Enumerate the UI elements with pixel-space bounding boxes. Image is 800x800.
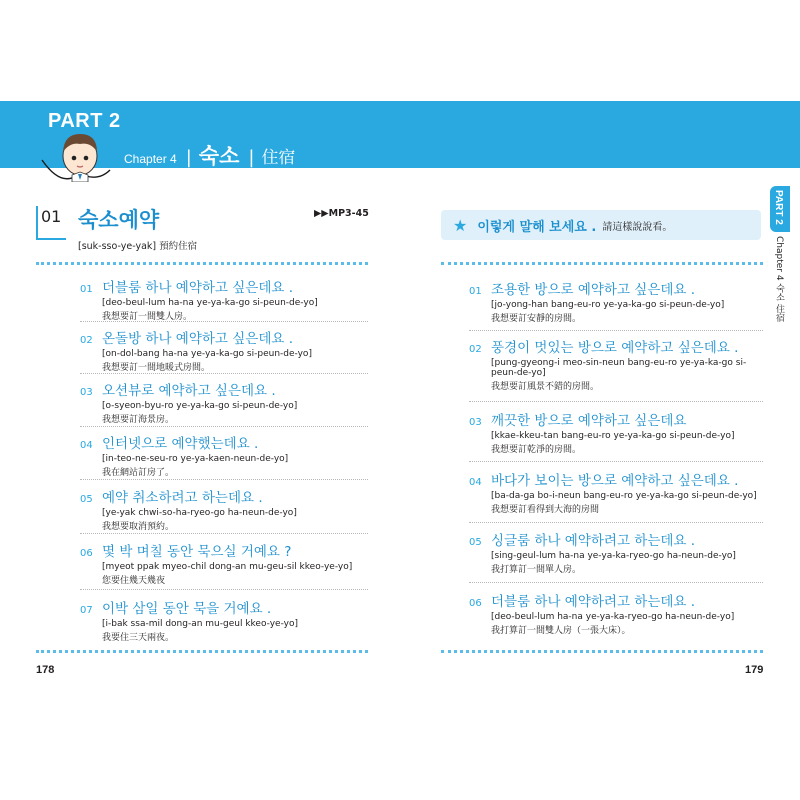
phrase-entry <box>80 432 288 478</box>
entry-divider <box>469 522 763 523</box>
phrase-korean: 온돌방 하나 예약하고 싶은데요 . <box>102 331 293 347</box>
entry-divider <box>469 330 763 331</box>
chapter-label: Chapter 4 <box>124 152 177 166</box>
tip-korean: 이렇게 말해 보세요 . <box>477 219 597 235</box>
phrase-romanization-continued: peun-de-yo] <box>491 368 546 378</box>
phrase-translation: 我想要訂一間雙人房。 <box>102 312 193 322</box>
divider: | <box>248 147 255 168</box>
phrase-translation: 我想要訂乾淨的房間。 <box>491 445 582 455</box>
phrase-number: 04 <box>80 440 93 451</box>
phrase-entry <box>469 469 757 515</box>
phrase-translation: 我想要訂安靜的房間。 <box>491 314 582 324</box>
section-number-box <box>36 206 66 240</box>
entry-divider <box>80 426 368 427</box>
phrase-korean: 풍경이 멋있는 방으로 예약하고 싶은데요 . <box>491 340 739 356</box>
phrase-number: 06 <box>80 548 93 559</box>
phrase-romanization: [kkae-kkeu-tan bang-eu-ro ye-ya-ka-go si-peun-de-yo] <box>491 431 735 441</box>
dotted-divider <box>441 650 763 653</box>
entry-divider <box>80 589 368 590</box>
phrase-korean: 오션뷰로 예약하고 싶은데요 . <box>102 383 276 399</box>
phrase-romanization: [deo-beul-lum ha-na ye-ya-ka-ryeo-go ha-neun-de-yo] <box>491 612 735 622</box>
tip-banner <box>441 210 761 240</box>
phrase-translation: 您要住幾天幾夜 <box>102 576 166 586</box>
phrase-romanization: [o-syeon-byu-ro ye-ya-ka-go si-peun-de-yo] <box>102 401 298 411</box>
side-chapter-tab <box>770 186 800 324</box>
phrase-translation: 我想要取消預約。 <box>102 522 175 532</box>
page-number: 178 <box>36 664 55 676</box>
phrase-entry <box>469 590 734 636</box>
phrase-number: 03 <box>469 417 482 428</box>
entry-divider <box>469 461 763 462</box>
phrase-korean: 더블룸 하나 예약하려고 하는데요 . <box>491 594 696 610</box>
phrase-translation: 我想要訂風景不錯的房間。 <box>491 382 600 392</box>
phrase-translation: 我打算訂一間單人房。 <box>491 565 582 575</box>
phrase-romanization: [myeot ppak myeo-chil dong-an mu-geu-sil kkeo-ye-yo] <box>102 562 353 572</box>
phrase-korean: 바다가 보이는 방으로 예약하고 싶은데요 . <box>491 473 739 489</box>
phrase-number: 02 <box>469 344 482 355</box>
phrase-romanization: [sing-geul-lum ha-na ye-ya-ka-ryeo-go ha-neun-de-yo] <box>491 551 736 561</box>
phrase-entry <box>80 327 312 373</box>
entry-divider <box>469 401 763 402</box>
phrase-number: 05 <box>80 494 93 505</box>
dotted-divider <box>36 650 368 653</box>
phrase-number: 03 <box>80 387 93 398</box>
chapter-title-korean: 숙소 <box>198 144 240 168</box>
side-tab-part: PART 2 <box>773 190 784 225</box>
phrase-romanization: [on-dol-bang ha-na ye-ya-ka-go si-peun-de-yo] <box>102 349 312 359</box>
phrase-entry <box>80 540 352 586</box>
dotted-divider <box>36 262 368 265</box>
phrase-entry <box>80 486 297 532</box>
phrase-romanization: [jo-yong-han bang-eu-ro ye-ya-ka-go si-peun-de-yo] <box>491 300 725 310</box>
phrase-entry <box>469 529 736 575</box>
phrase-number: 02 <box>80 335 93 346</box>
phrase-romanization: [deo-beul-lum ha-na ye-ya-ka-go si-peun-de-yo] <box>102 298 318 308</box>
phrase-korean: 예약 취소하려고 하는데요 . <box>102 490 263 506</box>
phrase-romanization: [ye-yak chwi-so-ha-ryeo-go ha-neun-de-yo] <box>102 508 297 518</box>
entry-divider <box>80 373 368 374</box>
phrase-number: 01 <box>469 286 482 297</box>
phrase-romanization: [in-teo-ne-seu-ro ye-ya-kaen-neun-de-yo] <box>102 454 289 464</box>
phrase-translation: 我想要訂一間地暖式房間。 <box>102 363 211 373</box>
entry-divider <box>80 479 368 480</box>
entry-divider <box>80 533 368 534</box>
page-number: 179 <box>745 664 764 676</box>
phrase-entry <box>80 276 318 322</box>
mp3-track-label[interactable]: ▶▶MP3-45 <box>314 208 369 219</box>
phrase-korean: 조용한 방으로 예약하고 싶은데요 . <box>491 282 696 298</box>
phrase-korean: 인터넷으로 예약했는데요 . <box>102 436 259 452</box>
phrase-korean: 싱글룸 하나 예약하려고 하는데요 . <box>491 533 696 549</box>
phrase-entry <box>80 379 297 425</box>
phrase-translation: 我想要訂海景房。 <box>102 415 175 425</box>
tip-chinese: 請這樣說說看。 <box>602 221 673 233</box>
entry-divider <box>469 582 763 583</box>
phrase-korean: 몇 박 며칠 동안 묵으실 거예요 ? <box>102 544 292 560</box>
phrase-entry <box>469 336 746 392</box>
phrase-entry <box>80 597 298 643</box>
section-number: 01 <box>41 207 62 226</box>
phrase-romanization: [pung-gyeong-i meo-sin-neun bang-eu-ro ye-ya-ka-go si- <box>491 358 747 368</box>
phrase-korean: 더블룸 하나 예약하고 싶은데요 . <box>102 280 293 296</box>
chapter-heading <box>124 140 295 170</box>
phrase-number: 04 <box>469 477 482 488</box>
phrase-translation: 我想要訂看得到大海的房間 <box>491 505 600 515</box>
section-romanization: [suk-sso-ye-yak] 預約住宿 <box>78 241 198 252</box>
phrase-number: 01 <box>80 284 93 295</box>
phrase-number: 05 <box>469 537 482 548</box>
phrase-romanization: [ba-da-ga bo-i-neun bang-eu-ro ye-ya-ka-go si-peun-de-yo] <box>491 491 757 501</box>
phrase-translation: 我打算訂一間雙人房（一張大床）。 <box>491 626 631 636</box>
chapter-title-chinese: 住宿 <box>261 148 296 168</box>
phrase-number: 06 <box>469 598 482 609</box>
side-tab-chapter: Chapter 4 숙소 住宿 <box>774 236 784 323</box>
phrase-korean: 깨끗한 방으로 예약하고 싶은데요 <box>491 413 687 429</box>
part-title: PART 2 <box>48 110 121 132</box>
phrase-entry <box>469 278 724 324</box>
phrase-romanization: [i-bak ssa-mil dong-an mu-geul kkeo-ye-yo] <box>102 619 299 629</box>
dotted-divider <box>441 262 763 265</box>
phrase-translation: 我在網站訂房了。 <box>102 468 175 478</box>
phrase-number: 07 <box>80 605 93 616</box>
entry-divider <box>80 321 368 322</box>
section-title: 숙소예약 <box>78 208 160 232</box>
divider: | <box>185 147 192 168</box>
star-icon: ★ <box>453 215 468 235</box>
phrase-korean: 이박 삼일 동안 묵을 거예요 . <box>102 601 272 617</box>
phrase-translation: 我要住三天兩夜。 <box>102 633 175 643</box>
phrase-entry <box>469 409 735 455</box>
